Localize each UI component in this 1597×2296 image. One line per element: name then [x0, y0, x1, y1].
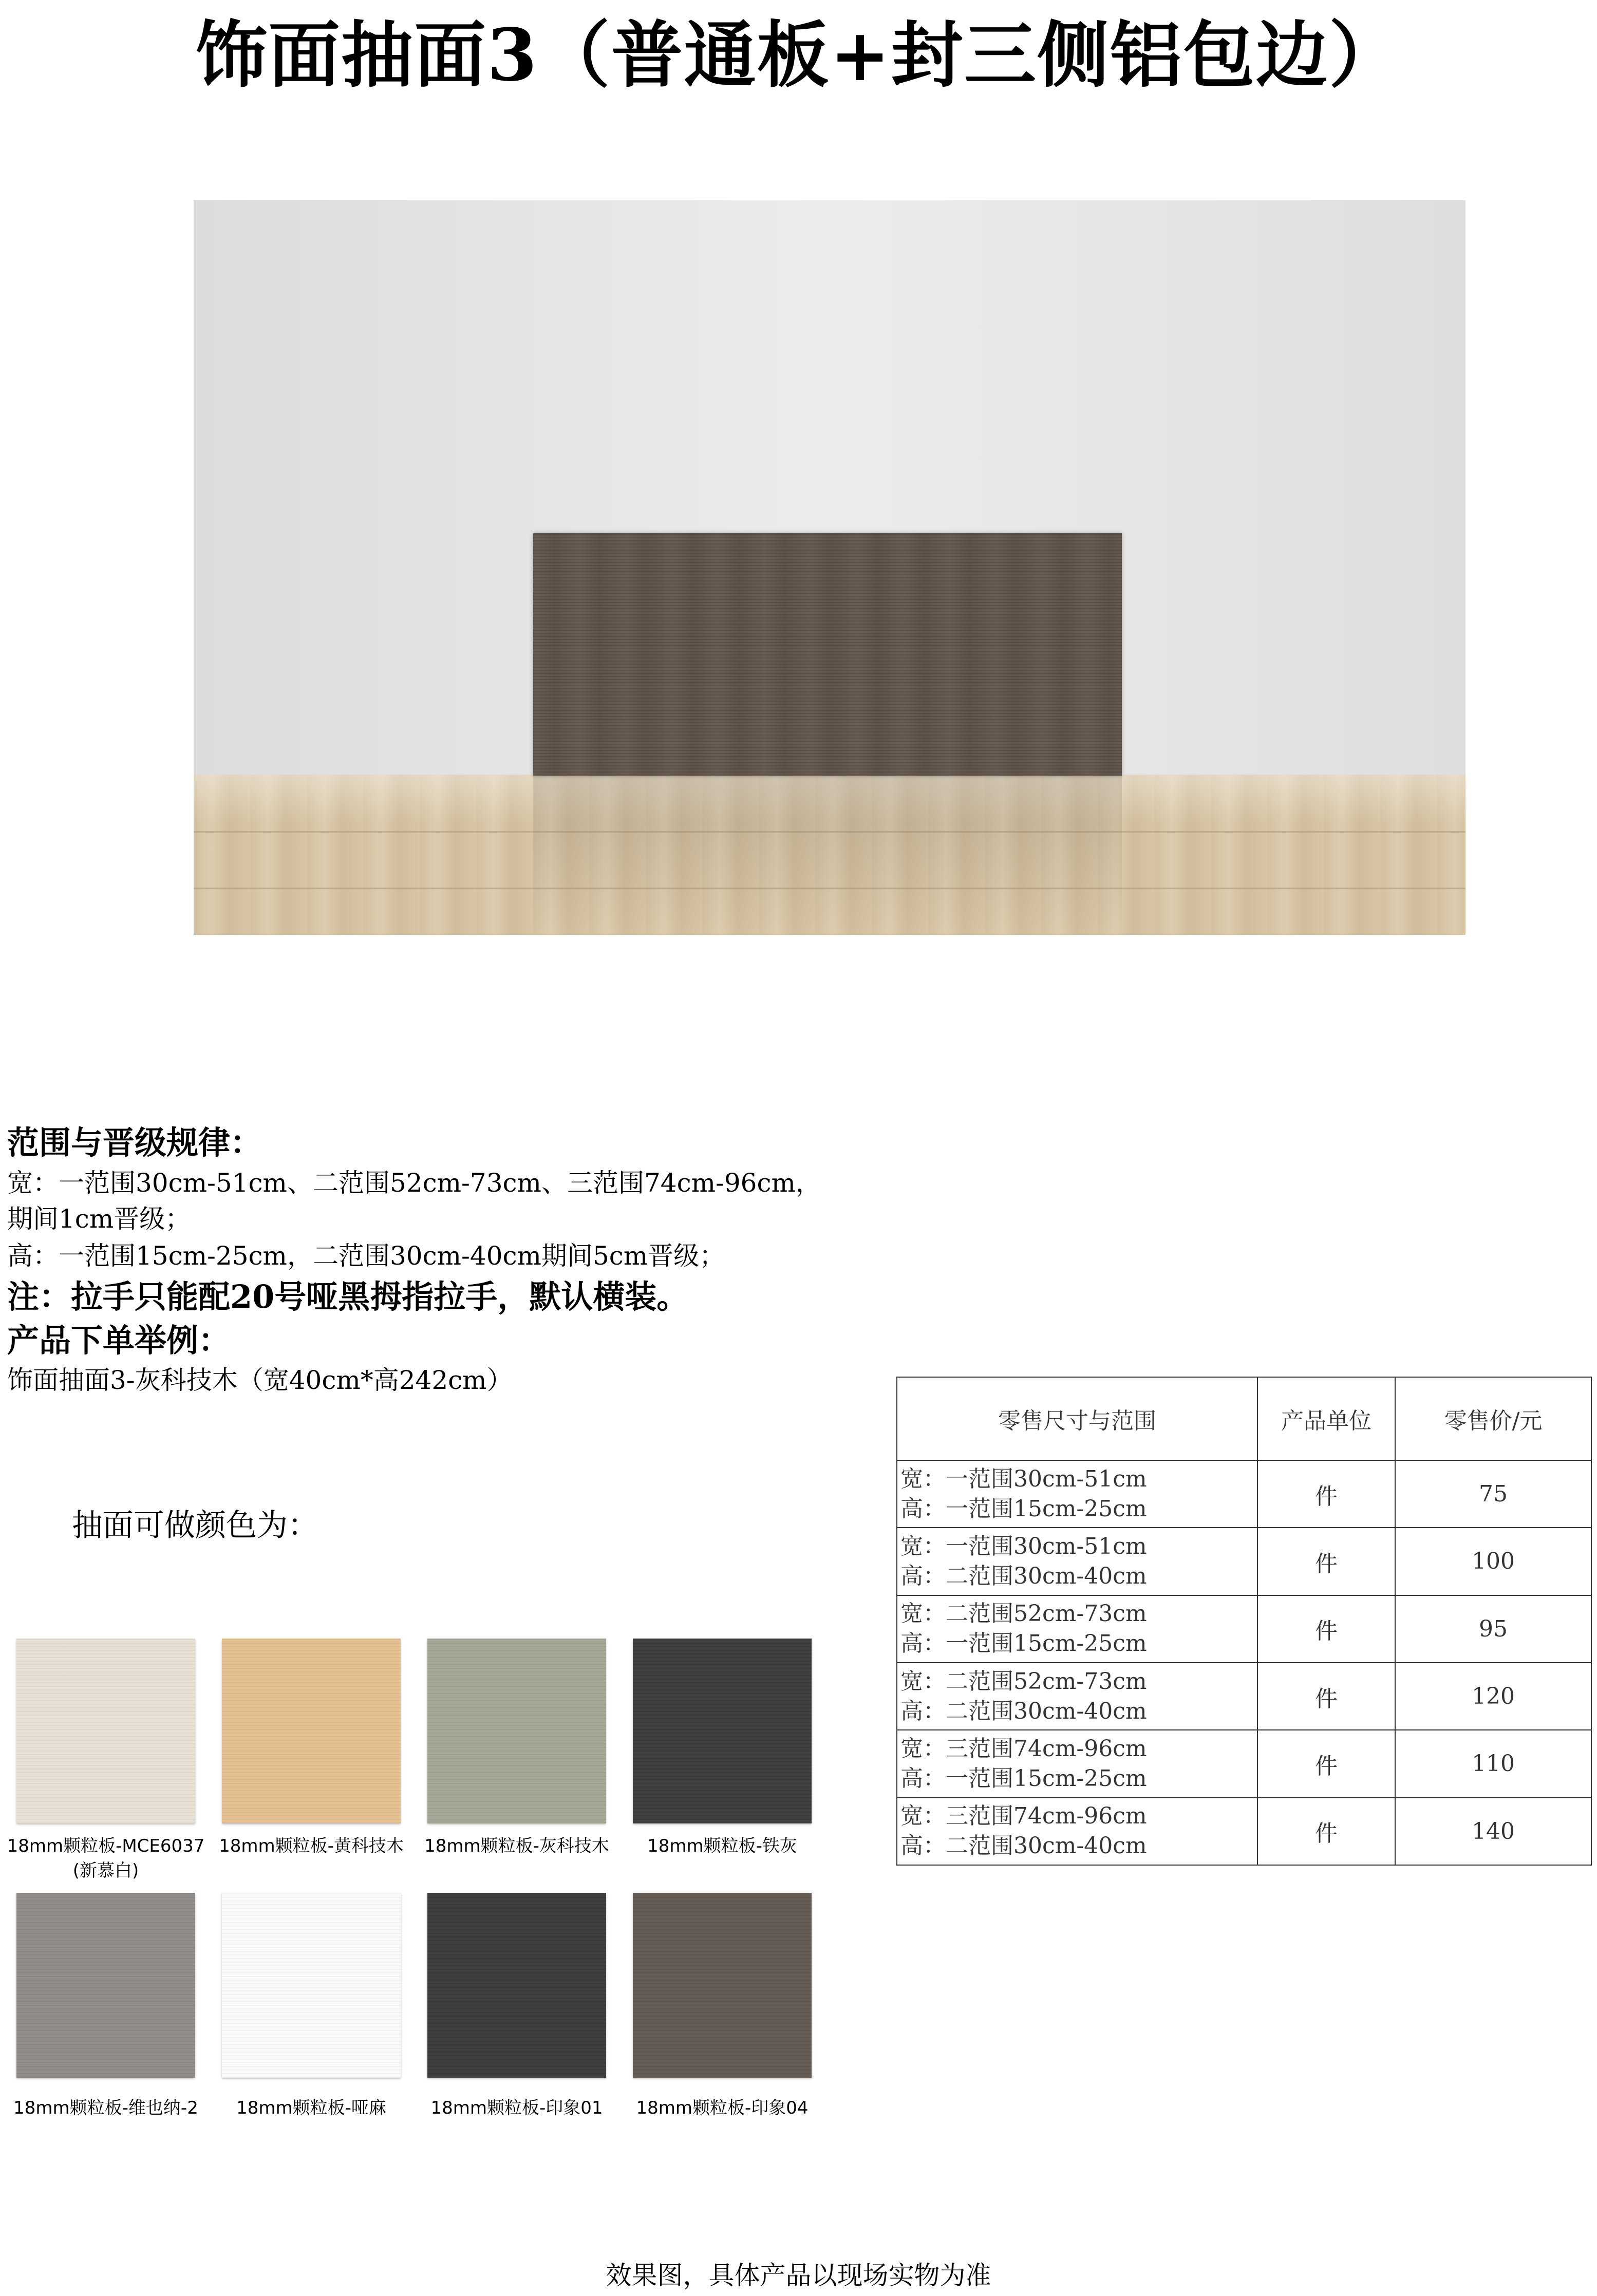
width-rule-line2: 期间1cm晋级；: [7, 1204, 191, 1234]
unit-cell: 件: [1257, 1460, 1395, 1528]
color-swatch-label: 18mm颗粒板-印象04: [636, 2098, 809, 2118]
product-render-image: [194, 200, 1466, 935]
price-table: [896, 1377, 1592, 1866]
width-rule-line1: 宽：一范围30cm-51cm、二范围52cm-73cm、三范围74cm-96cm，: [7, 1168, 821, 1198]
height-range: 高：二范围30cm-40cm: [900, 1563, 1147, 1589]
drawer-front-panel: [533, 533, 1122, 776]
panel-reflection: [533, 776, 1122, 935]
swatch-label-line2: (新慕白): [72, 1860, 139, 1881]
height-rule-line: 高：一范围15cm-25cm，二范围30cm-40cm期间5cm晋级；: [7, 1241, 725, 1271]
width-range: 宽：三范围74cm-96cm: [900, 1803, 1147, 1830]
color-swatch: [222, 1639, 401, 1823]
handle-note: 注：拉手只能配20号哑黑拇指拉手，默认横装。: [7, 1278, 689, 1315]
table-row: [897, 1595, 1591, 1663]
table-row: [897, 1798, 1591, 1865]
unit-cell: 件: [1257, 1798, 1395, 1865]
color-swatch-label: 18mm颗粒板-印象01: [430, 2098, 603, 2118]
price-cell: 75: [1395, 1460, 1591, 1528]
table-row: [897, 1460, 1591, 1528]
table-header-row: [897, 1377, 1591, 1460]
color-swatch: [427, 1893, 606, 2078]
size-range-cell: [897, 1460, 1257, 1528]
color-swatch-label: [3, 1834, 209, 1883]
color-swatch: [16, 1893, 195, 2078]
unit-cell: 件: [1257, 1730, 1395, 1797]
swatch-label-line: 18mm颗粒板-MCE6037: [7, 1836, 205, 1856]
table-row: [897, 1528, 1591, 1595]
colors-heading: 抽面可做颜色为：: [72, 1508, 318, 1544]
height-range: 高：二范围30cm-40cm: [900, 1698, 1147, 1724]
size-range-cell: [897, 1528, 1257, 1595]
page-title: 饰面抽面3（普通板+封三侧铝包边）: [195, 13, 1402, 98]
order-example-heading: 产品下单举例：: [7, 1322, 231, 1359]
header-size-range: 零售尺寸与范围: [897, 1377, 1257, 1460]
width-range: 宽：二范围52cm-73cm: [900, 1601, 1147, 1627]
price-cell: 100: [1395, 1528, 1591, 1595]
height-range: 高：一范围15cm-25cm: [900, 1495, 1147, 1522]
header-unit: 产品单位: [1257, 1377, 1395, 1460]
price-cell: 140: [1395, 1798, 1591, 1865]
order-example-text: 饰面抽面3-灰科技木（宽40cm*高242cm）: [7, 1365, 513, 1395]
height-range: 高：二范围30cm-40cm: [900, 1833, 1147, 1859]
unit-cell: 件: [1257, 1528, 1395, 1595]
color-swatch: [16, 1639, 195, 1823]
table-row: [897, 1730, 1591, 1797]
price-cell: 95: [1395, 1595, 1591, 1663]
size-range-cell: [897, 1595, 1257, 1663]
unit-cell: 件: [1257, 1595, 1395, 1663]
size-range-cell: [897, 1663, 1257, 1730]
height-range: 高：一范围15cm-25cm: [900, 1630, 1147, 1657]
size-range-cell: [897, 1730, 1257, 1797]
color-swatch-label: 18mm颗粒板-铁灰: [647, 1836, 797, 1856]
price-cell: 120: [1395, 1663, 1591, 1730]
color-swatch-label: 18mm颗粒板-灰科技木: [424, 1836, 609, 1856]
unit-cell: 件: [1257, 1663, 1395, 1730]
width-range: 宽：三范围74cm-96cm: [900, 1735, 1147, 1762]
disclaimer-footer: 效果图，具体产品以现场实物为准: [606, 2261, 991, 2290]
size-range-cell: [897, 1798, 1257, 1865]
width-range: 宽：一范围30cm-51cm: [900, 1533, 1147, 1559]
width-range: 宽：二范围52cm-73cm: [900, 1668, 1147, 1695]
rules-heading: 范围与晋级规律：: [7, 1124, 262, 1161]
color-swatch-label: 18mm颗粒板-哑麻: [236, 2098, 386, 2118]
width-range: 宽：一范围30cm-51cm: [900, 1465, 1147, 1492]
color-swatch: [633, 1893, 812, 2078]
color-swatch-label: 18mm颗粒板-黄科技木: [219, 1836, 404, 1856]
table-row: [897, 1663, 1591, 1730]
price-cell: 110: [1395, 1730, 1591, 1797]
height-range: 高：一范围15cm-25cm: [900, 1765, 1147, 1792]
color-swatch-label: 18mm颗粒板-维也纳-2: [13, 2098, 198, 2118]
color-swatch: [427, 1639, 606, 1823]
header-price: 零售价/元: [1395, 1377, 1591, 1460]
color-swatch: [222, 1893, 401, 2078]
color-swatch: [633, 1639, 812, 1823]
